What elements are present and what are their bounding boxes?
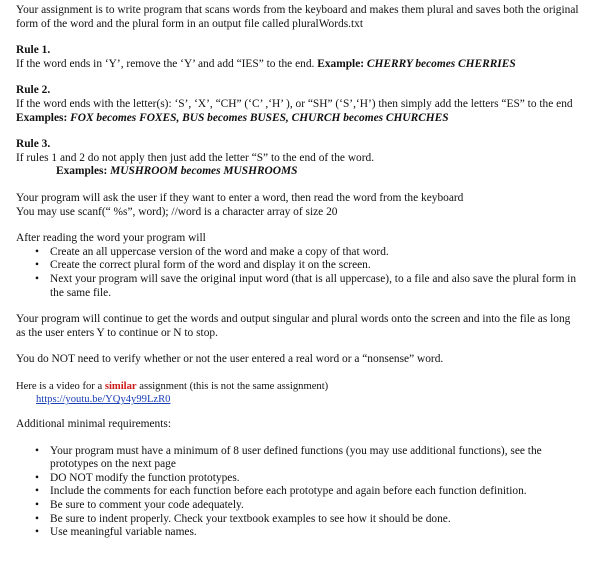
list-item-text: Next your program will save the original input word (that is all uppercase), to a file and also save the plural form in the same file.: [50, 272, 577, 299]
spacer: [16, 300, 580, 313]
bullet-icon: •: [35, 245, 39, 258]
bullet-icon: •: [35, 499, 39, 512]
ask-line-1: Your program will ask the user if they want to enter a word, then read the word from the keyboard: [16, 191, 464, 204]
list-item-text: Be sure to indent properly. Check your textbook examples to see how it should be done.: [50, 512, 451, 525]
requirements-lead: Additional minimal requirements:: [16, 418, 172, 431]
list-item-text: Create the correct plural form of the word and display it on the screen.: [50, 259, 371, 272]
list-item-text: Use meaningful variable names.: [50, 526, 197, 539]
spacer: [16, 432, 580, 445]
bullet-icon: •: [35, 526, 39, 539]
spacer: [16, 367, 580, 380]
rule1-example-label: Example:: [317, 57, 365, 70]
list-item: [16, 259, 580, 273]
rule2-example-label: Examples:: [16, 111, 68, 124]
rule1-description: If the word ends in ‘Y’, remove the ‘Y’ and add “IES” to the end.: [16, 57, 315, 70]
spacer: [16, 219, 580, 232]
video-text-after: assignment (this is not the same assignment): [136, 380, 329, 392]
list-item: [16, 472, 580, 486]
list-item: [16, 445, 580, 472]
rule2-text: [16, 98, 580, 125]
bullet-icon: •: [35, 272, 39, 285]
rule2-description: If the word ends with the letter(s): ‘S’, ‘X’, “CH” (‘C’ ,‘H’ ), or “SH” (‘S’,‘H’) then simply add the letters “ES” to the end: [16, 97, 573, 110]
rule3-example-line: [16, 165, 580, 179]
list-item: [16, 273, 580, 300]
video-link-line: [16, 393, 580, 407]
video-paragraph: [16, 380, 580, 394]
rule3-heading: Rule 3.: [16, 138, 51, 151]
list-item-text: Include the comments for each function before each prototype and again before each function definition.: [50, 485, 527, 498]
list-item: [16, 499, 580, 513]
list-item: [16, 526, 580, 540]
rule1-text: [16, 58, 580, 72]
spacer: [16, 71, 580, 84]
after-reading-lead: After reading the word your program will: [16, 232, 206, 245]
bullet-icon: •: [35, 444, 39, 457]
continue-paragraph: Your program will continue to get the words and output singular and plural words onto the screen and into the file as long as the user enters Y to continue or N to stop.: [16, 313, 571, 339]
video-link[interactable]: https://youtu.be/YQy4y99LzR0: [36, 394, 171, 406]
spacer: [16, 340, 580, 353]
bullet-icon: •: [35, 259, 39, 272]
rule3-example: MUSHROOM becomes MUSHROOMS: [110, 165, 298, 178]
list-item-text: Create an all uppercase version of the word and make a copy of that word.: [50, 245, 389, 258]
rule1-example: CHERRY becomes CHERRIES: [366, 57, 516, 70]
spacer: [16, 179, 580, 192]
spacer: [16, 407, 580, 418]
list-item-text: Your program must have a minimum of 8 user defined functions (you may use additional functions), see the prototypes on the next page: [50, 444, 542, 471]
video-text-before: Here is a video for a: [16, 380, 105, 392]
rule3-text: If rules 1 and 2 do not apply then just add the letter “S” to the end of the word.: [16, 151, 375, 164]
spacer: [16, 31, 580, 44]
list-item-text: DO NOT modify the function prototypes.: [50, 471, 240, 484]
rule3-example-label: Examples:: [56, 165, 108, 178]
video-highlight: similar: [104, 380, 137, 392]
after-reading-list: [16, 246, 580, 300]
list-item: [16, 246, 580, 260]
ask-line-2: You may use scanf(“ %s”, word); //word is a character array of size 20: [16, 205, 338, 218]
rule2-example: FOX becomes FOXES, BUS becomes BUSES, CHURCH becomes CHURCHES: [70, 111, 449, 124]
bullet-icon: •: [35, 512, 39, 525]
bullet-icon: •: [35, 471, 39, 484]
list-item-text: Be sure to comment your code adequately.: [50, 499, 244, 512]
verify-paragraph: You do NOT need to verify whether or not the user entered a real word or a “nonsense” word.: [16, 353, 444, 366]
spacer: [16, 125, 580, 138]
intro-paragraph: Your assignment is to write program that scans words from the keyboard and makes them plural and saves both the original form of the word and the plural form in an output file called pluralWords.txt: [16, 4, 579, 30]
rule1-heading: Rule 1.: [16, 44, 51, 57]
bullet-icon: •: [35, 485, 39, 498]
list-item: [16, 513, 580, 527]
rule2-heading: Rule 2.: [16, 84, 51, 97]
list-item: [16, 485, 580, 499]
requirements-list: [16, 445, 580, 540]
